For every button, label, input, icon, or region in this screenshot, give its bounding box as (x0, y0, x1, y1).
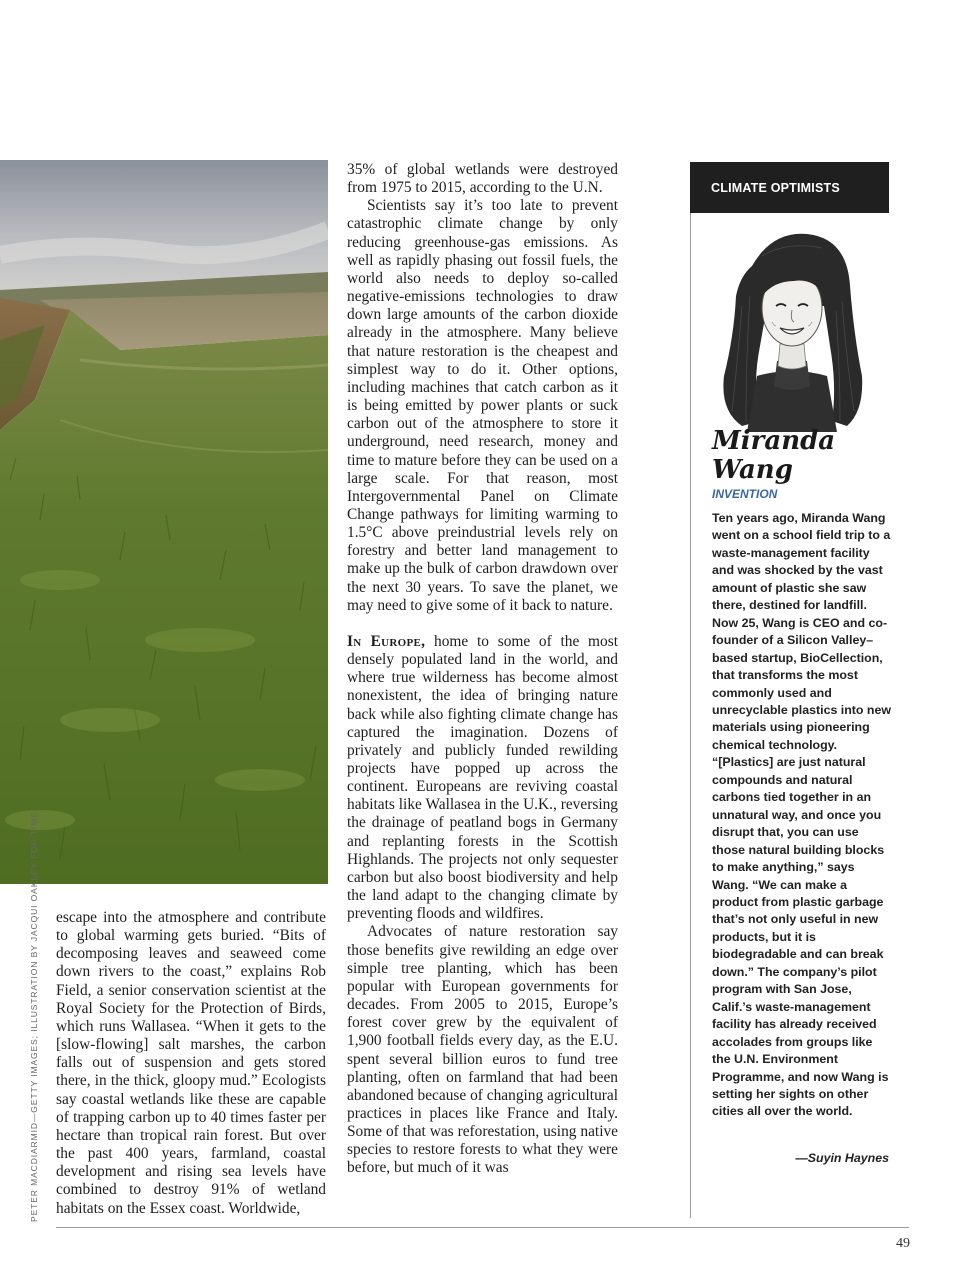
wetland-landscape-icon (0, 160, 328, 884)
article-column-1 (56, 909, 326, 1218)
paragraph: Scientists say it’s too late to prevent catastrophic climate change by only reducing greenhouse-gas emissions. As well as rapidly phasing out fossil fuels, the world also needs to deploy so-called negative-emissions technologies to draw down large amounts of the carbon dioxide already in the atmosphere. Many believe that nature restoration is the cheapest and simplest way to do it. Other options, including machines that catch carbon as it is being emitted by power plants or suck carbon out of the atmosphere to store it underground, need research, money and time to mature before they can be used on a large scale. For that reason, most Intergovernmental Panel on Climate Change pathways for limiting warming to 1.5°C above preindustrial levels rely on forestry and better land management to make up the bulk of carbon drawdown over the next 30 years. To save the planet, we may need to give some of it back to nature. (347, 197, 618, 614)
footer-rule (56, 1227, 909, 1228)
section-lead-in: In Europe, (347, 632, 426, 650)
article-column-2 (347, 161, 618, 1178)
profile-first-name: Miranda (712, 426, 836, 456)
sidebar-divider (690, 162, 691, 1218)
paragraph-text: home to some of the most densely populated land in the world, and where true wilderness has become almost nonexistent, the idea of bringing nature back while also fighting climate change has captured the imagination. Dozens of privately and publicly funded rewilding projects have popped up across the continent. Europeans are reviving coastal habitats like Wallasea in the U.K., reversing the drainage of peatland bogs in Germany and replanting forests in the Scottish Highlands. The projects not only sequester carbon but also boost biodiversity and help the land adapt to the changing climate by preventing floods and wildfires. (347, 632, 618, 923)
paragraph: 35% of global wetlands were destroyed from 1975 to 2015, according to the U.N. (347, 161, 618, 197)
wetland-photo (0, 160, 328, 884)
sidebar-header: CLIMATE OPTIMISTS (690, 162, 889, 213)
profile-name (712, 427, 835, 485)
profile-last-name: Wang (712, 455, 793, 485)
profile-body: Ten years ago, Miranda Wang went on a school field trip to a waste-management facility and was shocked by the vast amount of plastic she saw there, destined for landfill. Now 25, Wang is CEO and co-founder of a Silicon Valley–based startup, BioCellection, that transforms the most commonly used and unrecyclable plastics into new materials using pioneering chemical technology. “[Plastics] are just natural compounds and natural carbons tied together in an unnatural way, and once you disrupt that, you can use those natural building blocks to make anything,” says Wang. “We can make a product from plastic garbage that’s not only useful in new products, but it is biodegradable and can break down.” The company’s pilot program with San Jose, Calif.’s waste-management facility has already received accolades from groups like the U.N. Environment Programme, and now Wang is setting her sights on other cities all over the world. (712, 511, 892, 1119)
photo-credit: PETER MACDIARMID—GETTY IMAGES; ILLUSTRATION BY JACQUI OAKLEY FOR TIME (29, 811, 39, 1222)
page-number: 49 (896, 1236, 910, 1251)
paragraph: escape into the atmosphere and contribute to global warming gets buried. “Bits of decomposing leaves and seaweed come down rivers to the coast,” explains Rob Field, a senior conservation scientist at the Royal Society for the Protection of Birds, which runs Wallasea. “When it gets to the [slow-flowing] salt marshes, the carbon falls out of suspension and gets stored there, in the thick, gloopy mud.” Ecologists say coastal wetlands like these are capable of trapping carbon up to 40 times faster per hectare than tropical rain forest. But over the past 400 years, farmland, coastal development and rising sea levels have combined to destroy 91% of wetland habitats on the Essex coast. Worldwide, (56, 909, 326, 1217)
paragraph: Advocates of nature restoration say those benefits give rewilding an edge over simple tree planting, which has been popular with European governments for decades. From 2005 to 2015, Europe’s forest cover grew by the equivalent of 1,900 football fields every day, as the E.U. spent several billion euros to fund tree planting, often on farmland that had been abandoned because of changing agricultural practices in places like France and Italy. Some of that was reforestation, using native species to restore forests to what they were before, but much of it was (347, 923, 618, 1177)
profile-category: INVENTION (712, 487, 778, 501)
portrait-illustration-icon (712, 226, 872, 432)
section-paragraph (347, 633, 618, 924)
profile-byline: —Suyin Haynes (795, 1151, 889, 1165)
